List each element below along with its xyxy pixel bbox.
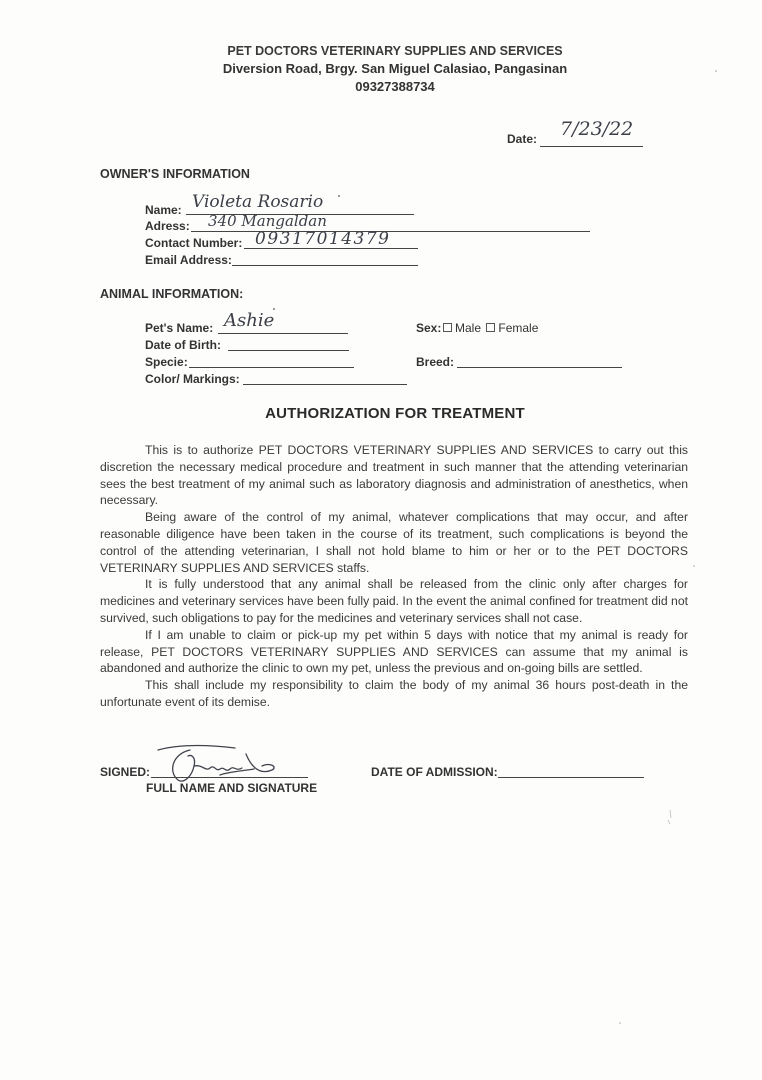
authorization-paragraph-2: Being aware of the control of my animal, whatever complications that may occur, and after reasonable diligence have been taken in the course of its treatment, such complications is beyond the control of the attending veterinarian, I shall not hold blame to him or her or to the PET DOCTORS VETERINARY SUPPLIES AND SERVICES staffs. xyxy=(100,510,688,575)
authorization-paragraph-1: This is to authorize PET DOCTORS VETERINARY SUPPLIES AND SERVICES to carry out this discretion the necessary medical procedure and treatment in such manner that the attending veterinarian sees the best treatment of my animal such as laboratory diagnosis and administration of anesthetics, when necessary. xyxy=(100,443,688,508)
email-label: Email Address: xyxy=(145,253,232,267)
contact-number-label: Contact Number: xyxy=(145,236,243,250)
full-name-signature-label: FULL NAME AND SIGNATURE xyxy=(146,781,318,795)
owner-address-value: 340 Mangaldan xyxy=(208,212,327,230)
sex-label: Sex: xyxy=(416,321,442,335)
female-option-label: Female xyxy=(498,321,539,335)
signed-label: SIGNED: xyxy=(100,765,151,779)
dob-label: Date of Birth: xyxy=(145,338,221,352)
authorization-paragraph-4: If I am unable to claim or pick-up my pet within 5 days with notice that my animal is ready for release, PET DOCTORS VETERINARY SUPPLIES AND SERVICES can assume that my animal is abandoned and authorize the clinic to own my pet, unless the previous and on-going bills are settled. xyxy=(100,627,688,676)
contact-number-value: 09317014379 xyxy=(255,229,391,249)
authorization-title: AUTHORIZATION FOR TREATMENT xyxy=(265,405,525,422)
breed-label: Breed: xyxy=(416,355,455,369)
date-of-admission-label: DATE OF ADMISSION: xyxy=(371,765,498,779)
owner-address-label: Adress: xyxy=(145,219,190,233)
clinic-address: Diversion Road, Brgy. San Miguel Calasiao, Pangasinan xyxy=(222,61,568,76)
date-value: 7/23/22 xyxy=(560,118,634,140)
pet-name-label: Pet's Name: xyxy=(145,321,214,335)
date-label: Date: xyxy=(507,132,538,146)
clinic-phone: 09327388734 xyxy=(355,79,435,94)
authorization-paragraph-5: This shall include my responsibility to claim the body of my animal 36 hours post-death in the unfortunate event of its demise. xyxy=(100,678,688,709)
color-markings-label: Color/ Markings: xyxy=(145,372,240,386)
specie-label: Specie: xyxy=(145,355,188,369)
animal-section-title: ANIMAL INFORMATION: xyxy=(100,287,244,301)
pet-name-value: Ashie xyxy=(224,310,275,331)
authorization-paragraph-3: It is fully understood that any animal shall be released from the clinic only after charges for medicines and veterinary services have been fully paid. In the event the animal confined for treatment did not survived, such obligations to pay for the medicines and veterinary services shall not case. xyxy=(100,577,688,625)
clinic-name: PET DOCTORS VETERINARY SUPPLIES AND SERVICES xyxy=(227,44,563,58)
owner-name-label: Name: xyxy=(145,203,182,217)
male-option-label: Male xyxy=(455,321,482,335)
owner-section-title: OWNER'S INFORMATION xyxy=(100,167,250,181)
owner-name-value: Violeta Rosario xyxy=(192,192,324,212)
